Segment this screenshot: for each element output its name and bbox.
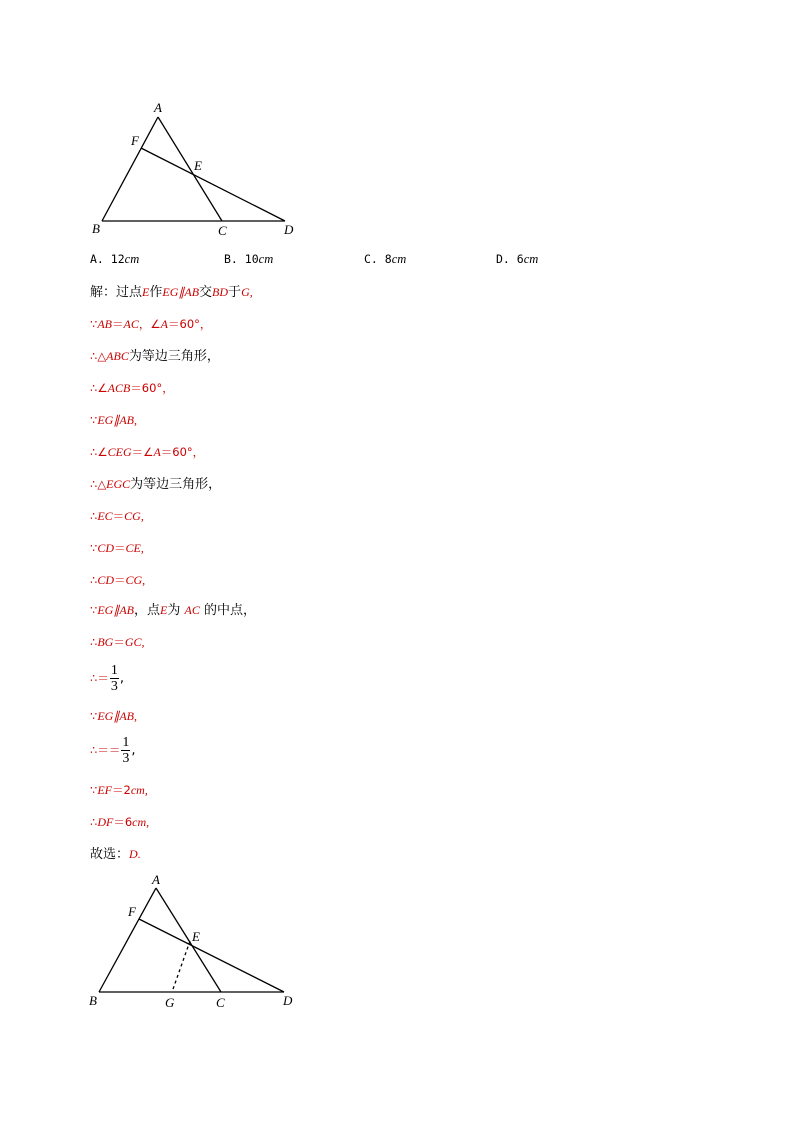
label-E: E	[192, 929, 200, 944]
solution-line-11: ∵EG∥AB，点E为 AC 的中点，	[90, 603, 256, 618]
label-A: A	[154, 100, 162, 115]
triangle-figure-1	[80, 95, 320, 245]
answer-options	[90, 252, 610, 270]
label-E: E	[194, 158, 202, 173]
label-F: F	[128, 904, 136, 919]
solution-line-13: ∴＝ $\frac{1}{3}$ ,	[90, 663, 124, 694]
segment-ac	[156, 888, 221, 992]
label-B: B	[92, 221, 100, 236]
solution-line-18: 故选：D.	[90, 847, 141, 862]
solution-line-14: ∵EG∥AB,	[90, 709, 137, 723]
segment-ab	[102, 117, 158, 221]
solution-line-4: ∴∠ACB＝60°，	[90, 381, 174, 395]
solution-line-15: ∴＝＝ $\frac{1}{3}$ ,	[90, 735, 136, 766]
solution-line-10: ∴CD＝CG,	[90, 573, 146, 587]
solution-line-12: ∴BG＝GC,	[90, 635, 145, 649]
label-C: C	[218, 223, 227, 238]
fraction-one-third: $\frac{1}{3}$	[122, 735, 130, 766]
label-B: B	[89, 993, 97, 1008]
solution-line-2: ∵AB＝AC，∠A＝60°，	[90, 317, 212, 331]
solution-line-5: ∵EG∥AB,	[90, 413, 137, 427]
option-c[interactable]: C. 8cm	[364, 252, 407, 266]
option-d[interactable]: D. 6cm	[496, 252, 539, 266]
solution-line-9: ∵CD＝CE,	[90, 541, 144, 555]
segment-eg-dashed	[172, 941, 190, 992]
triangle-figure-2	[80, 868, 320, 1018]
solution-line-3: ∴△ABC为等边三角形，	[90, 349, 220, 364]
label-D: D	[284, 222, 294, 237]
segment-ac	[158, 117, 222, 221]
fraction-one-third: $\frac{1}{3}$	[110, 663, 118, 694]
option-a[interactable]: A. 12cm	[90, 252, 140, 266]
solution-line-17: ∴DF＝6cm,	[90, 815, 150, 829]
label-C: C	[216, 995, 225, 1010]
solution-line-8: ∴EC＝CG,	[90, 509, 144, 523]
segment-fd	[141, 148, 285, 221]
solution-line-1: 解：过点E作EG∥AB交BD于G,	[90, 285, 253, 300]
solution-line-16: ∵EF＝2cm,	[90, 783, 148, 797]
solution-line-7: ∴△EGC为等边三角形，	[90, 477, 222, 492]
solution-line-6: ∴∠CEG＝∠A＝60°，	[90, 445, 205, 459]
segment-fd	[139, 919, 284, 992]
label-G: G	[165, 995, 175, 1010]
label-A: A	[152, 872, 160, 887]
label-F: F	[131, 133, 139, 148]
label-D: D	[283, 993, 293, 1008]
option-b[interactable]: B. 10cm	[224, 252, 274, 266]
